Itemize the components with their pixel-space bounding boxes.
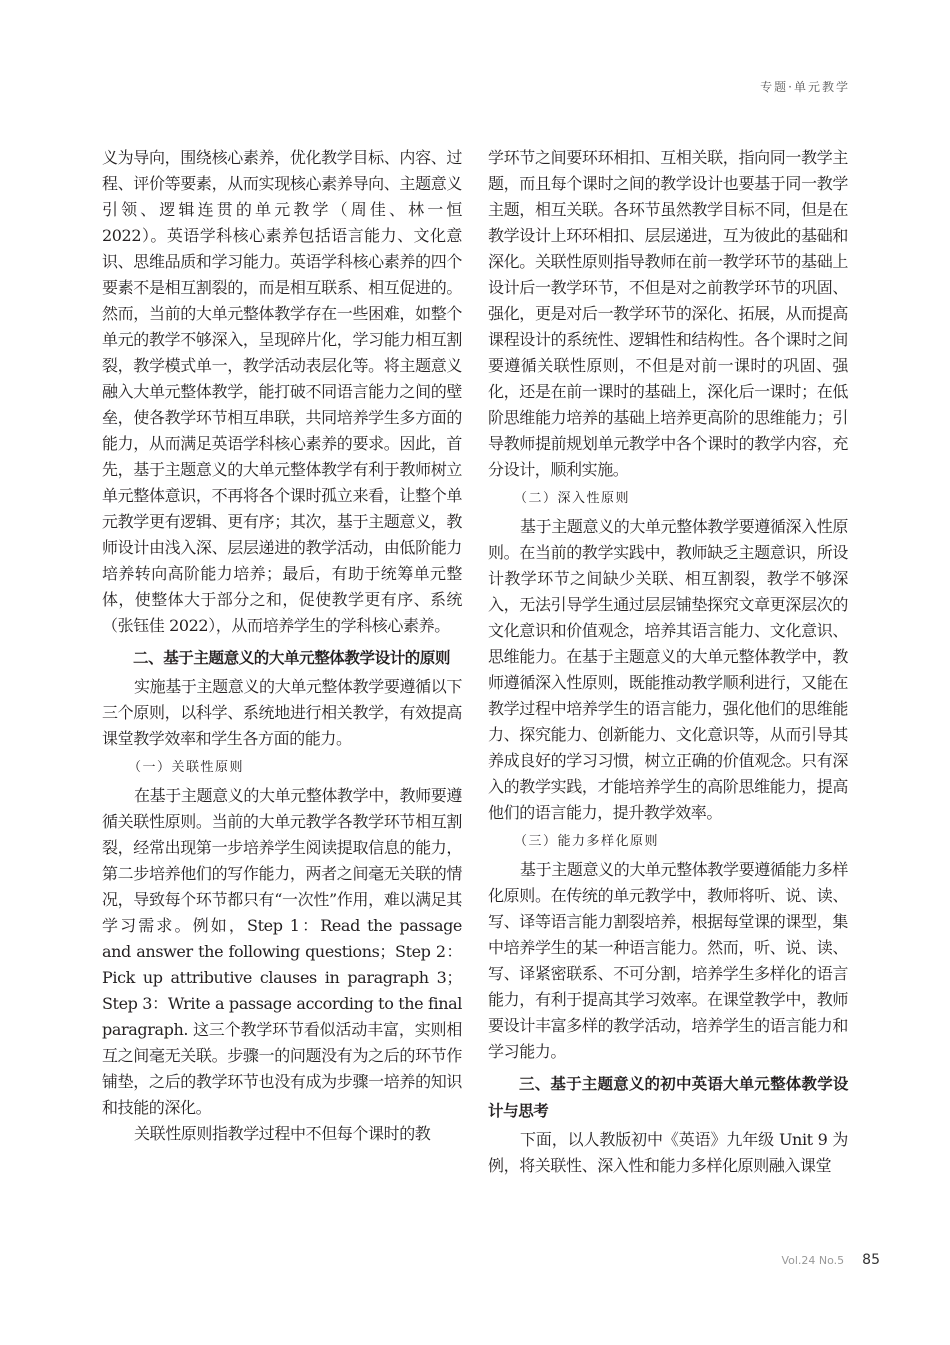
subsection-heading: （二）深入性原则 [514, 491, 631, 506]
right-column [488, 145, 848, 1179]
page-number: 85 [862, 1252, 880, 1268]
left-column [102, 145, 462, 1147]
paragraph: 实施基于主题意义的大单元整体教学要遵循以下三个原则，以科学、系统地进行相关教学，有效提高课堂教学效率和学生各方面的能力。 [102, 677, 462, 748]
paragraph: 学环节之间要环环相扣、互相关联，指向同一教学主题，而且每个课时之间的教学设计也要基于同一教学主题，相互关联。各环节虽然教学目标不同，但是在教学设计上环环相扣、层层递进，互为彼此的基础和深化。关联性原则指导教师在前一教学环节的基础上设计后一教学环节，不但是对之前教学环节的巩固、强化，更是对后一教学环节的深化、拓展，从而提高课程设计的系统性、逻辑性和结构性。各个课时之间要遵循关联性原则，不但是对前一课时的巩固、强化，还是在前一课时的基础上，深化后一课时；在低阶思维能力培养的基础上培养更高阶的思维能力；引导教师提前规划单元教学中各个课时的教学内容，充分设计，顺利实施。 [488, 148, 848, 479]
paragraph: 关联性原则指教学过程中不但每个课时的教 [134, 1124, 431, 1143]
section-heading: 二、基于主题意义的大单元整体教学设计的原则 [133, 649, 451, 667]
paragraph: 基于主题意义的大单元整体教学要遵循深入性原则。在当前的教学实践中，教师缺乏主题意识，所设计教学环节之间缺少关联、相互割裂，教学不够深入，无法引导学生通过层层铺垫探究文章更深层次的文化意识和价值观念，培养其语言能力、文化意识、思维能力。在基于主题意义的大单元整体教学中，教师遵循深入性原则，既能推动教学顺利进行，又能在教学过程中培养学生的语言能力，强化他们的思维能力、探究能力、创新能力、文化意识等，从而引导其养成良好的学习习惯，树立正确的价值观念。只有深入的教学实践，才能培养学生的高阶思维能力，提高他们的语言能力，提升教学效率。 [488, 517, 848, 822]
subsection-heading: （一）关联性原则 [128, 760, 245, 775]
paragraph: 下面，以人教版初中《英语》九年级 Unit 9 为例，将关联性、深入性和能力多样化原则融入课堂 [488, 1130, 848, 1175]
running-header: 专题·单元教学 [760, 80, 850, 94]
paragraph: 在基于主题意义的大单元整体教学中，教师要遵循关联性原则。当前的大单元教学各教学环节相互割裂，经常出现第一步培养学生阅读提取信息的能力，第二步培养他们的写作能力，两者之间毫无关联的情况，导致每个环节都只有“一次性”作用，难以满足其学习需求。例如，Step 1：Read the passage and answer the following questions；Step 2：Pick up attributive clauses in paragraph 3；Step 3：Write a passage according to the final paragraph. 这三个教学环节看似活动丰富，实则相互之间毫无关联。步骤一的问题没有为之后的环节作铺垫，之后的教学环节也没有成为步骤一培养的知识和技能的深化。 [102, 786, 462, 1117]
subsection-heading: （三）能力多样化原则 [514, 834, 660, 849]
paragraph: 基于主题意义的大单元整体教学要遵循能力多样化原则。在传统的单元教学中，教师将听、说、读、写、译等语言能力割裂培养，根据每堂课的课型，集中培养学生的某一种语言能力。然而，听、说、读、写、译紧密联系、不可分割，培养学生多样化的语言能力，有利于提高其学习效率。在课堂教学中，教师要设计丰富多样的教学活动，培养学生的语言能力和学习能力。 [488, 860, 848, 1061]
section-heading: 三、基于主题意义的初中英语大单元整体教学设计与思考 [488, 1075, 848, 1120]
page-footer [781, 1252, 880, 1268]
volume-label: Vol.24 No.5 [781, 1254, 845, 1267]
paragraph: 义为导向，围绕核心素养，优化教学目标、内容、过程、评价等要素，从而实现核心素养导向、主题意义引领、逻辑连贯的单元教学（周佳、林一恒 2022）。英语学科核心素养包括语言能力、文化意识、思维品质和学习能力。英语学科核心素养的四个要素不是相互割裂的，而是相互联系、相互促进的。然而，当前的大单元整体教学存在一些困难，如整个单元的教学不够深入，呈现碎片化，学习能力相互割裂，教学模式单一，教学活动表层化等。将主题意义融入大单元整体教学，能打破不同语言能力之间的壁垒，使各教学环节相互串联，共同培养学生多方面的能力，从而满足英语学科核心素养的要求。因此，首先，基于主题意义的大单元整体教学有利于教师树立单元整体意识，不再将各个课时孤立来看，让整个单元教学更有逻辑、更有序；其次，基于主题意义，教师设计由浅入深、层层递进的教学活动，由低阶能力培养转向高阶能力培养；最后，有助于统筹单元整体，使整体大于部分之和，促使教学更有序、系统（张钰佳 2022），从而培养学生的学科核心素养。 [102, 148, 462, 635]
